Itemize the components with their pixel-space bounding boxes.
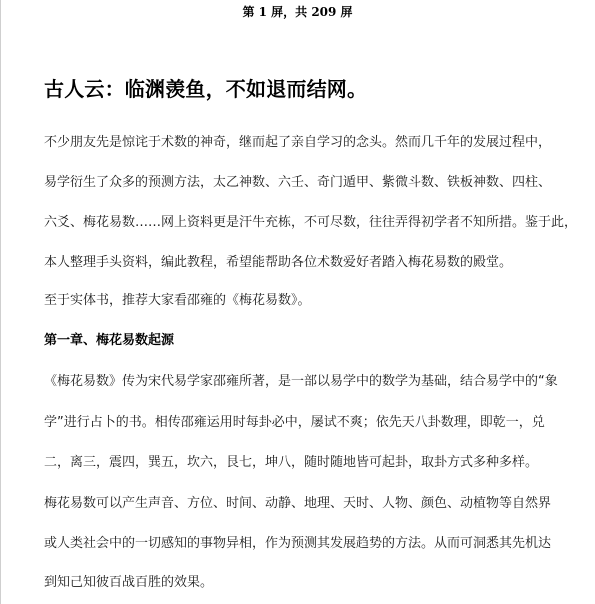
paragraph-intro-line-2: 易学衍生了众多的预测方法，太乙神数、六壬、奇门遁甲、紫微斗数、铁板神数、四柱、 xyxy=(44,175,552,190)
paragraph-usage-line-1: 梅花易数可以产生声音、方位、时间、动静、地理、天时、人物、颜色、动植物等自然界 xyxy=(44,496,552,511)
paragraph-origin-line-2: 学”进行占卜的书。相传邵雍运用时每卦必中，屡试不爽；依先天八卦数理，即乾一，兑 xyxy=(44,415,545,430)
paragraph-intro-line-4: 本人整理手头资料，编此教程，希望能帮助各位术数爱好者踏入梅花易数的殿堂。 xyxy=(44,255,513,270)
paragraph-usage-line-2: 或人类社会中的一切感知的事物异相，作为预测其发展趋势的方法。从而可洞悉其先机达 xyxy=(44,536,552,551)
paragraph-book-recommendation: 至于实体书，推荐大家看邵雍的《梅花易数》。 xyxy=(44,293,311,308)
paragraph-origin-line-3: 二，离三，震四，巽五，坎六，艮七，坤八，随时随地皆可起卦，取卦方式多种多样。 xyxy=(44,455,539,470)
chapter-heading: 第一章、梅花易数起源 xyxy=(44,333,175,348)
paragraph-usage-line-3: 到知己知彼百战百胜的效果。 xyxy=(44,575,214,590)
article-title: 古人云：临渊羡鱼，不如退而结网。 xyxy=(44,77,368,101)
paragraph-intro-line-3: 六爻、梅花易数……网上资料更是汗牛充栋，不可尽数，往往弄得初学者不知所措。鉴于此， xyxy=(44,215,578,230)
page-counter: 第 1 屏，共 209 屏 xyxy=(242,5,353,19)
paragraph-intro-line-1: 不少朋友先是惊诧于术数的神奇，继而起了亲自学习的念头。然而几千年的发展过程中， xyxy=(44,135,552,150)
paragraph-origin-line-1: 《梅花易数》传为宋代易学家邵雍所著，是一部以易学中的数学为基础，结合易学中的“象 xyxy=(44,374,558,389)
page-left-border xyxy=(0,0,1,604)
